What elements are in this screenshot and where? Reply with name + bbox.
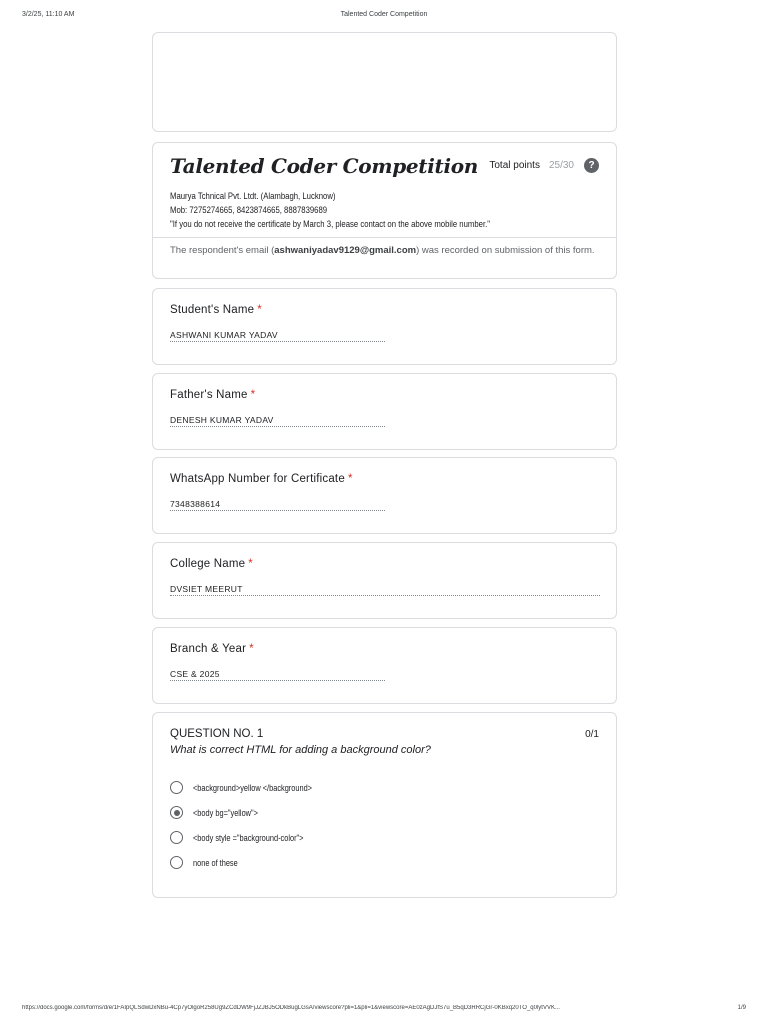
total-points-value: 25/30 xyxy=(548,160,574,171)
header-banner xyxy=(152,32,617,132)
print-page-number: 1/9 xyxy=(737,1005,746,1011)
answer-underline xyxy=(170,680,385,681)
description-line: Mob: 7275274665, 8423874665, 8887839689 xyxy=(170,205,328,215)
option-label: none of these xyxy=(193,857,238,868)
question-label-text: College Name xyxy=(170,558,246,570)
print-header xyxy=(0,11,768,23)
radio-unchecked-icon[interactable] xyxy=(170,831,183,844)
print-title: Talented Coder Competition xyxy=(340,11,428,18)
question-whatsapp-number xyxy=(152,457,617,534)
question-text: What is correct HTML for adding a background color? xyxy=(170,744,431,756)
option-label: <body style ="background-color"> xyxy=(193,832,304,843)
answer-value: CSE & 2025 xyxy=(170,669,220,679)
question-student-name xyxy=(152,288,617,365)
option-2[interactable] xyxy=(170,806,272,819)
option-label: <background>yellow </background> xyxy=(193,782,312,793)
total-points xyxy=(489,158,599,173)
question-label xyxy=(170,643,254,655)
divider xyxy=(153,237,616,238)
answer-underline xyxy=(170,341,385,342)
required-asterisk: * xyxy=(347,473,353,485)
form-header-card xyxy=(152,142,617,279)
question-label-text: Father's Name xyxy=(170,389,248,401)
question-label xyxy=(170,389,255,401)
answer-value: DVSIET MEERUT xyxy=(170,584,243,594)
answer-value: ASHWANI KUMAR YADAV xyxy=(170,330,278,340)
question-label-text: Branch & Year xyxy=(170,643,247,655)
answer-underline xyxy=(170,426,385,427)
radio-unchecked-icon[interactable] xyxy=(170,781,183,794)
required-asterisk: * xyxy=(250,389,256,401)
question-score: 0/1 xyxy=(585,729,599,740)
print-url: https://docs.google.com/forms/d/e/1FAIpQLSdwDxNBu-4Cp7yOlgoR258Ug9ZCdDW9FjJZJBJ5ODkBugLGsA/viewscore?pli=1&pli=1&viewscore=AE0zAgDJfS7u_B5qD3RRCjGr-0KBxq20TO_q0lytVVK... xyxy=(22,1005,560,1011)
required-asterisk: * xyxy=(249,643,254,655)
radio-unchecked-icon[interactable] xyxy=(170,856,183,869)
required-asterisk: * xyxy=(248,558,253,570)
description-line: "If you do not receive the certificate by March 3, please contact on the above mobile number." xyxy=(170,219,491,229)
question-branch-year xyxy=(152,627,617,704)
question-label xyxy=(170,558,253,570)
question-label xyxy=(170,473,353,485)
question-title: QUESTION NO. 1 xyxy=(170,728,264,740)
question-1-card xyxy=(152,712,617,898)
form-title: Talented Coder Competition xyxy=(170,154,479,178)
question-label-text: Student's Name xyxy=(170,304,255,316)
answer-value: DENESH KUMAR YADAV xyxy=(170,415,274,425)
total-points-label: Total points xyxy=(489,160,540,171)
answer-underline xyxy=(170,510,385,511)
required-asterisk: * xyxy=(257,304,262,316)
description-line: Maurya Tchnical Pvt. Ltdt. (Alambagh, Lucknow) xyxy=(170,191,336,201)
answer-value: 7348388614 xyxy=(170,499,221,509)
option-label: <body bg="yellow"> xyxy=(193,807,258,818)
option-4[interactable] xyxy=(170,856,248,869)
question-father-name xyxy=(152,373,617,450)
option-3[interactable] xyxy=(170,831,328,844)
respondent-email: ashwaniyadav9129@gmail.com xyxy=(274,245,417,256)
email-note-suffix: ) was recorded on submission of this form. xyxy=(416,245,595,256)
print-datetime: 3/2/25, 11:10 AM xyxy=(22,11,75,18)
option-1[interactable] xyxy=(170,781,338,794)
help-icon[interactable]: ? xyxy=(584,158,599,173)
question-label xyxy=(170,304,262,316)
question-label-text: WhatsApp Number for Certificate xyxy=(170,473,345,485)
answer-underline xyxy=(170,595,600,596)
form-description xyxy=(170,189,490,231)
email-note xyxy=(170,244,599,257)
question-college-name xyxy=(152,542,617,619)
radio-checked-icon[interactable] xyxy=(170,806,183,819)
email-note-prefix: The respondent's email ( xyxy=(170,245,275,256)
